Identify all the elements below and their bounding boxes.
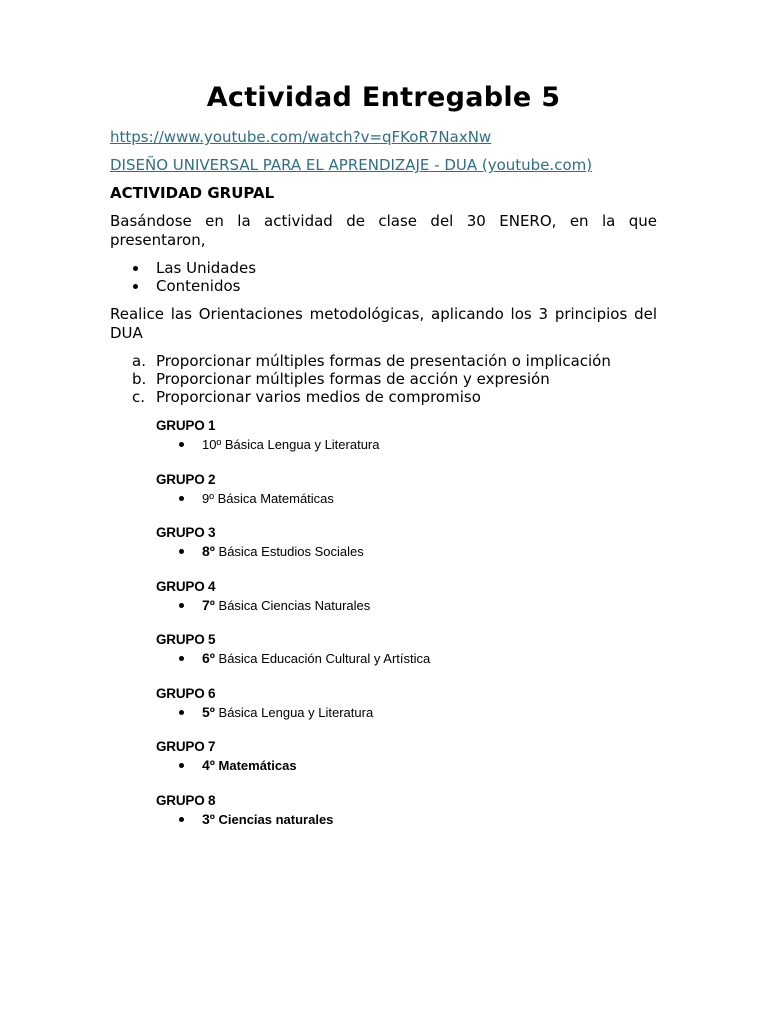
group-title: GRUPO 6 — [156, 686, 216, 701]
course-name: Ciencias naturales — [214, 812, 334, 827]
course-grade: 5º — [202, 704, 215, 720]
group-course — [156, 649, 636, 668]
group-title: GRUPO 2 — [156, 472, 216, 487]
course-grade: 9º — [202, 491, 214, 506]
list-marker: a. — [132, 352, 146, 370]
course-grade: 4º — [202, 757, 215, 773]
group-title: GRUPO 5 — [156, 632, 216, 647]
list-item — [110, 352, 611, 370]
list-item-label: Proporcionar múltiples formas de acción y expresión — [156, 370, 550, 388]
group-course — [156, 810, 636, 829]
group-block — [156, 738, 636, 775]
course-grade: 7º — [202, 597, 215, 613]
list-marker: b. — [132, 370, 147, 388]
bullet-icon — [133, 266, 138, 271]
bullet-list-units — [110, 259, 256, 295]
group-block — [156, 631, 636, 668]
course-grade: 10º — [202, 437, 222, 452]
principles-list — [110, 352, 611, 406]
group-block — [156, 685, 636, 722]
course-name: Básica Lengua y Literatura — [221, 437, 380, 452]
course-name: Básica Educación Cultural y Artística — [214, 651, 431, 666]
group-course — [156, 542, 636, 561]
paragraph-intro-line-1: Basándose en la actividad de clase del 30 ENERO, en la que — [110, 212, 657, 230]
group-block — [156, 524, 636, 561]
dua-video-link[interactable]: DISEÑO UNIVERSAL PARA EL APRENDIZAJE - DUA (youtube.com) — [110, 156, 593, 174]
bullet-icon — [133, 284, 138, 289]
course-name: Básica Ciencias Naturales — [214, 598, 371, 613]
group-block — [156, 792, 636, 829]
group-block — [156, 471, 636, 508]
bullet-icon — [179, 817, 184, 822]
youtube-url-link[interactable]: https://www.youtube.com/watch?v=qFKoR7NaxNw — [110, 128, 492, 146]
course-grade: 3º — [202, 811, 215, 827]
group-title: GRUPO 7 — [156, 739, 216, 754]
list-item — [110, 277, 256, 295]
bullet-icon — [179, 603, 184, 608]
paragraph-intro — [110, 212, 657, 250]
bullet-icon — [179, 549, 184, 554]
list-item-label: Contenidos — [156, 277, 241, 295]
list-item-label: Proporcionar múltiples formas de presentación o implicación — [156, 352, 611, 370]
document-title: Actividad Entregable 5 — [206, 82, 561, 113]
list-item — [110, 388, 611, 406]
paragraph-intro-line-2: presentaron, — [110, 231, 206, 249]
course-name: Básica Matemáticas — [213, 491, 334, 506]
group-course — [156, 703, 636, 722]
group-course — [156, 435, 636, 454]
list-item — [110, 370, 611, 388]
course-name: Básica Estudios Sociales — [214, 544, 364, 559]
list-item-label: Las Unidades — [156, 259, 257, 277]
bullet-icon — [179, 710, 184, 715]
paragraph-instructions-line-1: Realice las Orientaciones metodológicas, aplicando los 3 principios del — [110, 305, 657, 323]
course-grade: 8º — [202, 543, 215, 559]
list-marker: c. — [132, 388, 146, 406]
group-block — [156, 578, 636, 615]
bullet-icon — [179, 496, 184, 501]
group-course — [156, 489, 636, 508]
bullet-icon — [179, 656, 184, 661]
bullet-icon — [179, 763, 184, 768]
paragraph-instructions-line-2: DUA — [110, 324, 143, 342]
group-title: GRUPO 4 — [156, 579, 216, 594]
group-title: GRUPO 8 — [156, 793, 216, 808]
course-name: Básica Lengua y Literatura — [214, 705, 374, 720]
course-grade: 6º — [202, 650, 215, 666]
group-title: GRUPO 1 — [156, 418, 216, 433]
group-course — [156, 756, 636, 775]
group-course — [156, 596, 636, 615]
group-block — [156, 417, 636, 454]
bullet-icon — [179, 442, 184, 447]
paragraph-instructions — [110, 305, 657, 343]
section-heading: ACTIVIDAD GRUPAL — [110, 184, 275, 202]
list-item-label: Proporcionar varios medios de compromiso — [156, 388, 481, 406]
course-name: Matemáticas — [214, 758, 297, 773]
group-title: GRUPO 3 — [156, 525, 216, 540]
list-item — [110, 259, 256, 277]
